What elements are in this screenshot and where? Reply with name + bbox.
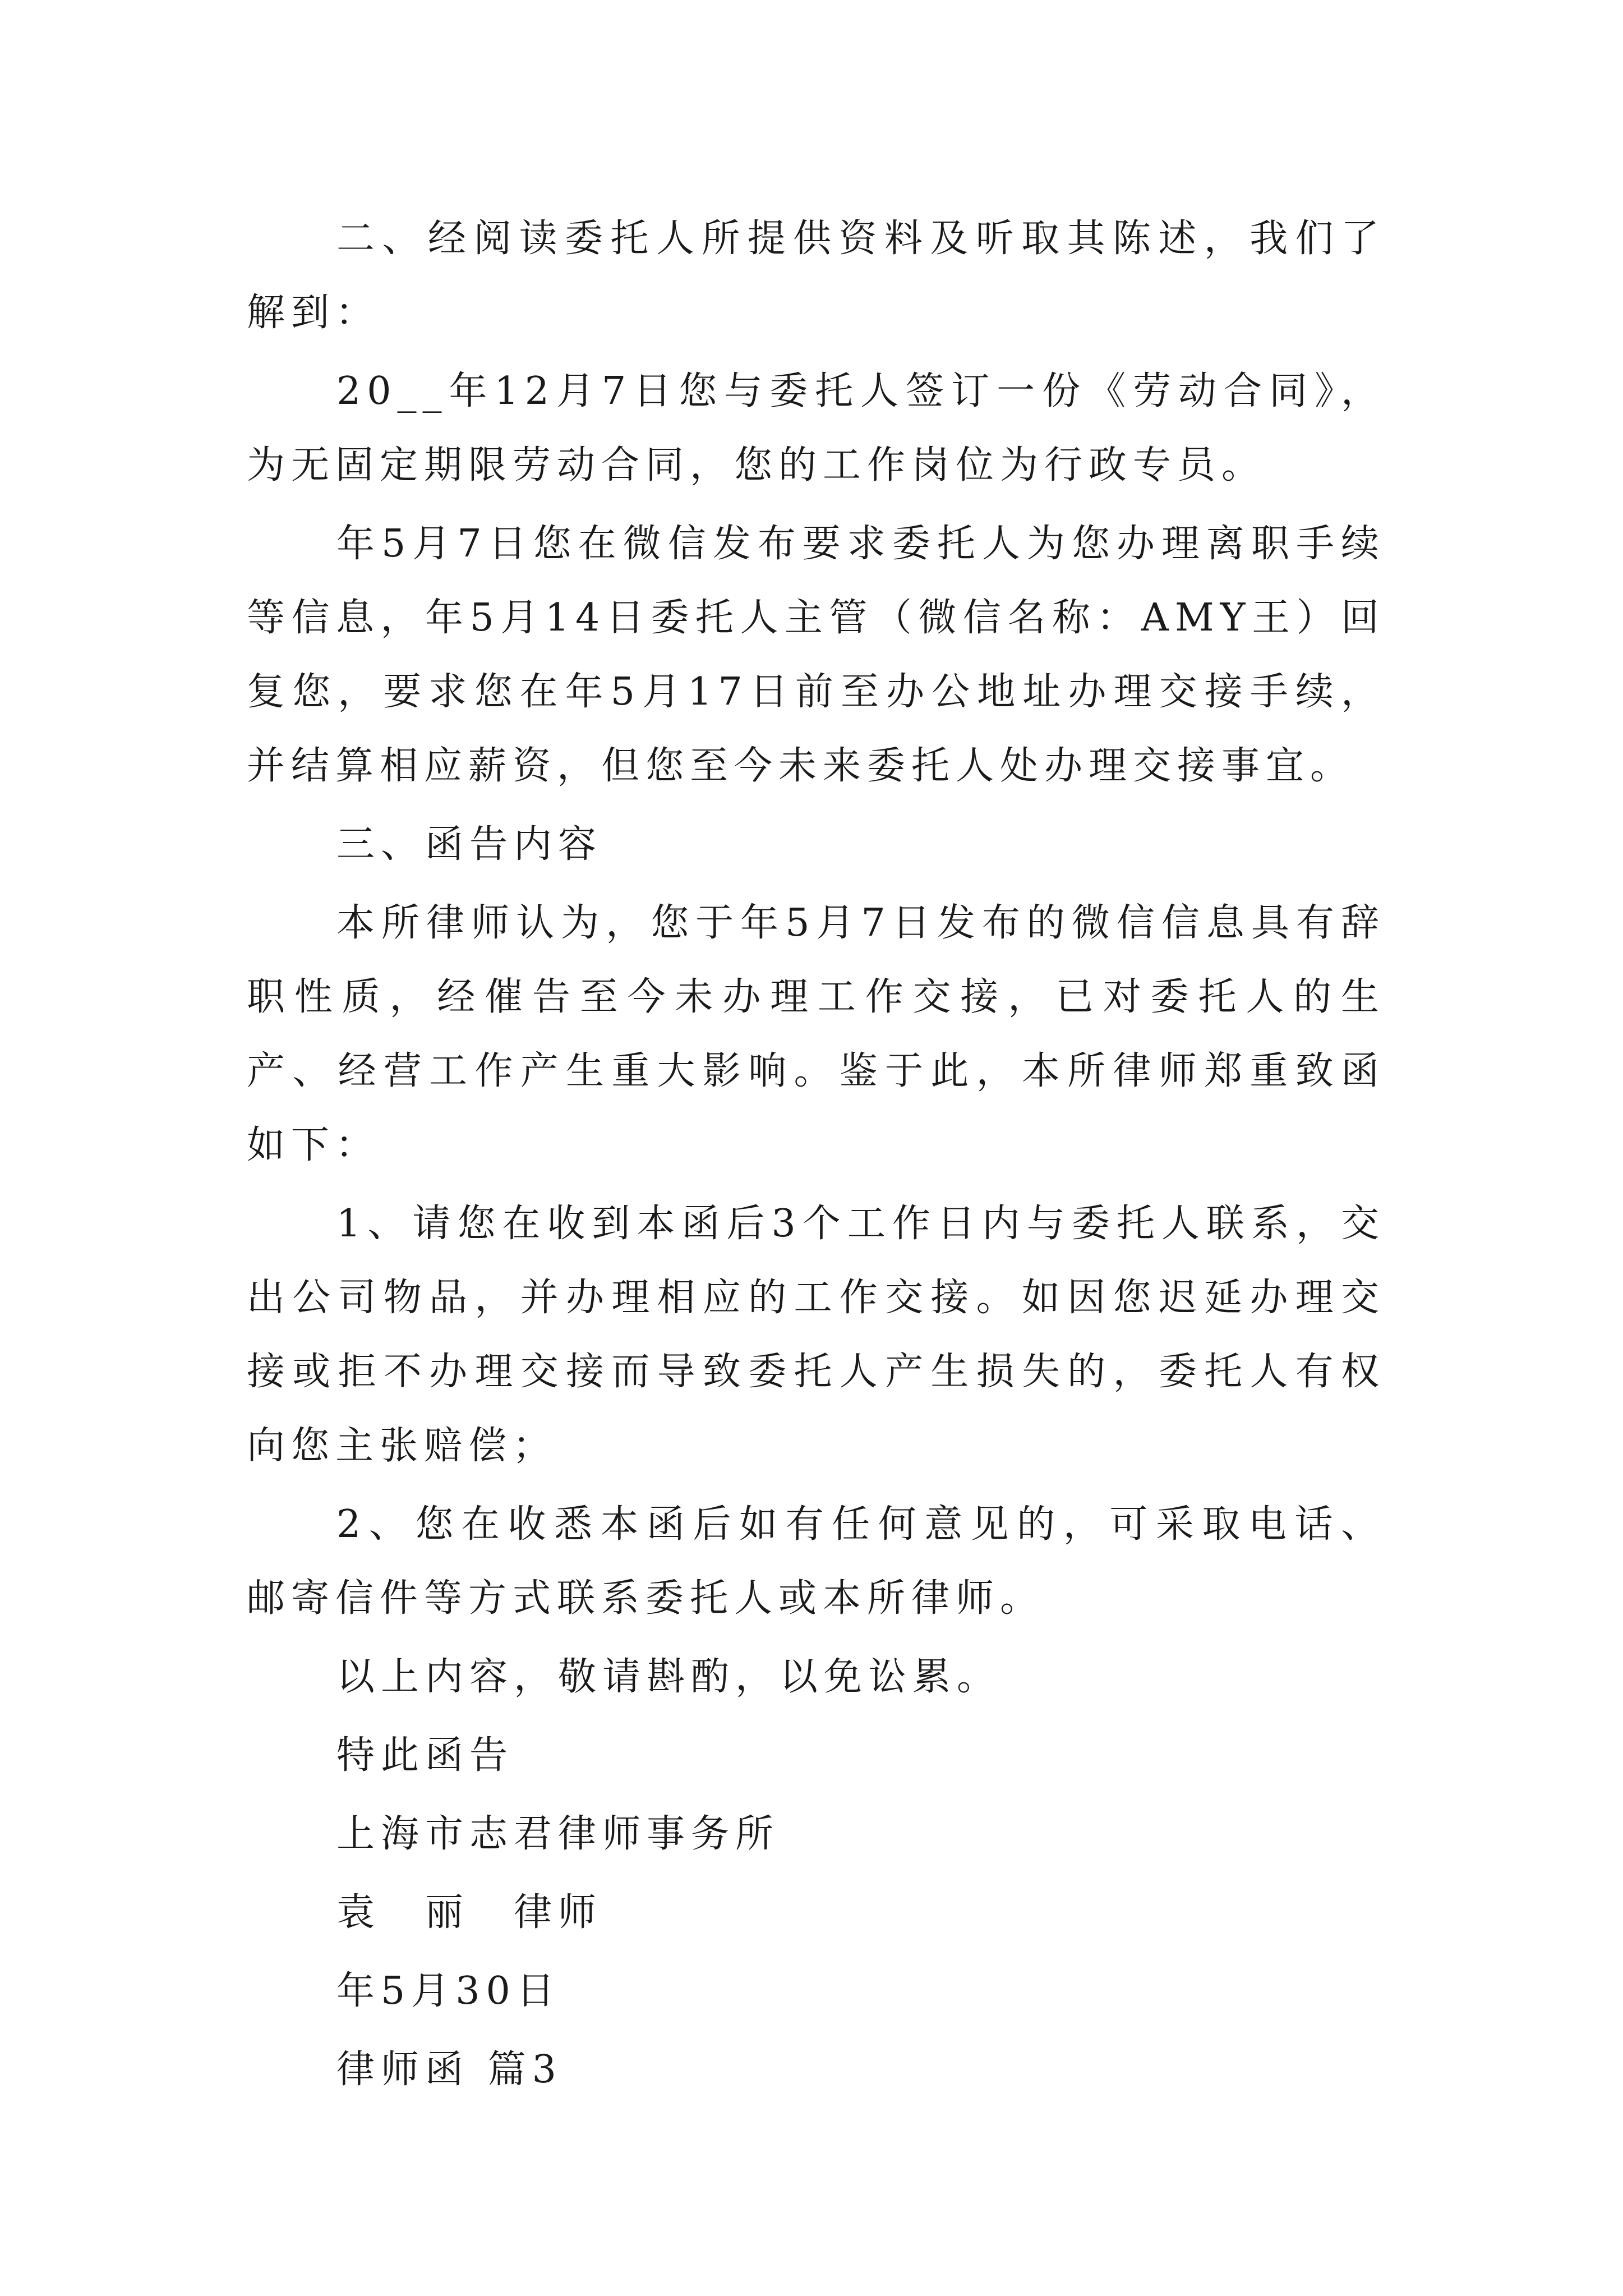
law-firm-name: 上海市志君律师事务所 <box>336 1812 780 1856</box>
letter-body <box>247 202 1385 2107</box>
next-section-heading: 律师函 篇3 <box>336 2047 562 2092</box>
demand-item-1: 1、请您在收到本函后3个工作日内与委托人联系，交出公司物品，并办理相应的工作交接。如因您迟延办理交接或拒不办理交接而导致委托人产生损失的，委托人有权向您主张赔偿； <box>247 1202 1385 1468</box>
demand-item-2: 2、您在收悉本函后如有任何意见的，可采取电话、邮寄信件等方式联系委托人或本所律师。 <box>247 1502 1385 1621</box>
lawyer-opinion-paragraph: 本所律师认为，您于年5月7日发布的微信信息具有辞职性质，经催告至今未办理工作交接，已对委托人的生产、经营工作产生重大影响。鉴于此，本所律师郑重致函如下： <box>247 901 1385 1167</box>
closing-remark: 以上内容，敬请斟酌，以免讼累。 <box>336 1655 1002 1699</box>
notice-phrase: 特此函告 <box>336 1733 514 1778</box>
contract-paragraph: 20__年12月7日您与委托人签订一份《劳动合同》，为无固定期限劳动合同，您的工作岗位为行政专员。 <box>247 369 1385 487</box>
section-two-intro: 二、经阅读委托人所提供资料及听取其陈述，我们了解到： <box>247 217 1385 335</box>
lawyer-signature: 袁 丽 律师 <box>336 1890 603 1935</box>
resignation-facts-paragraph: 年5月7日您在微信发布要求委托人为您办理离职手续等信息，年5月14日委托人主管（微信名称：AMY王）回复您，要求您在年5月17日前至办公地址办理交接手续，并结算相应薪资，但您至今未来委托人处办理交接事宜。 <box>247 522 1385 788</box>
section-three-heading: 三、函告内容 <box>336 822 603 867</box>
letter-date: 年5月30日 <box>336 1969 561 2013</box>
